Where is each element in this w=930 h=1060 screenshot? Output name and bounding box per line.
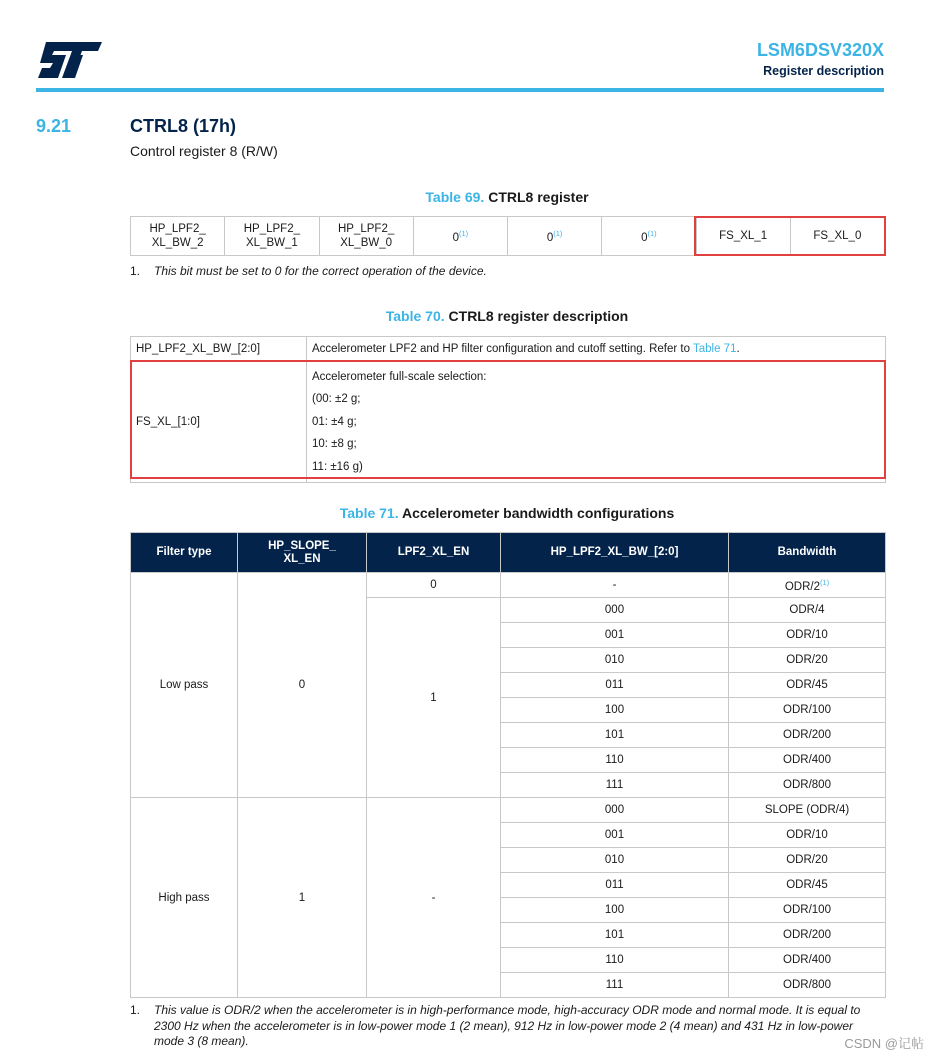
table71-footnote: 1. This value is ODR/2 when the accelerometer is in high-performance mode, high-accuracy ODR mode and normal mode. It is equal to 2300 Hz when the accelerometer is in low-power mode 1 (2 mean), 912 Hz in low-power mode 2 (4 mean) and 431 Hz in low-power mode 3 (8 mean). <box>130 1003 861 1048</box>
bandwidth-cell: ODR/10 <box>729 623 886 648</box>
bw-code-cell: 011 <box>501 673 729 698</box>
bw-code-cell: 111 <box>501 773 729 798</box>
bandwidth-cell: ODR/400 <box>729 748 886 773</box>
bandwidth-cell: ODR/100 <box>729 898 886 923</box>
lpf2-cell: 1 <box>367 598 501 798</box>
column-header: HP_LPF2_XL_BW_[2:0] <box>501 533 729 573</box>
table70-caption-text: CTRL8 register description <box>448 308 629 324</box>
bw-code-cell: 000 <box>501 598 729 623</box>
bandwidth-cell: SLOPE (ODR/4) <box>729 798 886 823</box>
description-line: (00: ±2 g; <box>312 393 361 406</box>
document-subtitle: Register description <box>763 64 884 78</box>
bw-code-cell: 100 <box>501 698 729 723</box>
footnote-ref[interactable]: (1) <box>458 229 469 238</box>
field-name: HP_LPF2_XL_BW_[2:0] <box>131 337 307 362</box>
bandwidth-cell: ODR/100 <box>729 698 886 723</box>
watermark: CSDN @记帖 <box>844 1036 924 1051</box>
bw-code-cell: 101 <box>501 923 729 948</box>
table71-caption-text: Accelerometer bandwidth configurations <box>402 505 675 521</box>
bandwidth-cell: ODR/10 <box>729 823 886 848</box>
bit-cell-7: HP_LPF2_ XL_BW_2 <box>131 217 225 256</box>
description-line: 10: ±8 g; <box>312 438 357 451</box>
bw-code-cell: 110 <box>501 748 729 773</box>
table-row <box>131 573 886 598</box>
description-line: Accelerometer full-scale selection: <box>312 370 487 383</box>
bw-code-cell: 100 <box>501 898 729 923</box>
bandwidth-cell: ODR/400 <box>729 948 886 973</box>
table69-footnote: 1. This bit must be set to 0 for the correct operation of the device. <box>130 264 487 278</box>
bw-code-cell: 001 <box>501 623 729 648</box>
filter-type-cell: High pass <box>131 798 238 998</box>
bit-cell-5: HP_LPF2_ XL_BW_0 <box>319 217 413 256</box>
bandwidth-cell: ODR/800 <box>729 773 886 798</box>
bit-cell-6: HP_LPF2_ XL_BW_1 <box>225 217 319 256</box>
table71-caption <box>130 505 884 521</box>
bw-code-cell: - <box>501 573 729 598</box>
bandwidth-cell: ODR/2$^{(1)}$ <box>729 573 886 598</box>
section-title: CTRL8 (17h) <box>130 116 237 136</box>
field-description: Accelerometer LPF2 and HP filter configuration and cutoff setting. Refer to Table 71. <box>307 337 886 362</box>
filter-type-cell: Low pass <box>131 573 238 798</box>
lpf2-cell: 0 <box>367 573 501 598</box>
bandwidth-cell: ODR/4 <box>729 598 886 623</box>
hp-slope-cell: 1 <box>238 798 367 998</box>
column-header: HP_SLOPE_ XL_EN <box>238 533 367 573</box>
table69-caption-number: Table 69. <box>425 189 485 205</box>
table70-caption <box>130 308 884 324</box>
column-header: Filter type <box>131 533 238 573</box>
bandwidth-cell: ODR/45 <box>729 873 886 898</box>
table-header-row <box>131 533 886 573</box>
bandwidth-cell: ODR/20 <box>729 848 886 873</box>
bw-code-cell: 001 <box>501 823 729 848</box>
bit-cell-2: 0$^{(1)}$ <box>602 217 696 256</box>
bw-code-cell: 000 <box>501 798 729 823</box>
bandwidth-cell: ODR/20 <box>729 648 886 673</box>
bit-cell-1: FS_XL_1 <box>696 217 790 256</box>
table71-caption-number: Table 71. <box>339 505 399 521</box>
bw-code-cell: 011 <box>501 873 729 898</box>
bit-cell-0: FS_XL_0 <box>790 217 884 256</box>
bit-cell-4: 0$^{(1)}$ <box>413 217 507 256</box>
bandwidth-cell: ODR/200 <box>729 723 886 748</box>
fs-xl-bits-highlight <box>694 216 886 256</box>
field-name: FS_XL_[1:0] <box>131 362 307 483</box>
document-title: LSM6DSV320X <box>756 40 884 60</box>
bandwidth-cell: ODR/45 <box>729 673 886 698</box>
bandwidth-cell: ODR/200 <box>729 923 886 948</box>
hp-slope-cell: 0 <box>238 573 367 798</box>
column-header: LPF2_XL_EN <box>367 533 501 573</box>
bandwidth-table <box>130 532 886 998</box>
fs-xl-description-highlight <box>130 360 886 479</box>
bw-code-cell: 101 <box>501 723 729 748</box>
column-header: Bandwidth <box>729 533 886 573</box>
bw-code-cell: 110 <box>501 948 729 973</box>
table69-caption-text: CTRL8 register <box>488 189 589 205</box>
description-line: 11: ±16 g) <box>312 460 363 473</box>
footnote-ref[interactable]: (1) <box>553 229 563 238</box>
header-rule <box>36 88 884 92</box>
footnote-ref[interactable]: (1) <box>819 577 830 587</box>
bw-code-cell: 111 <box>501 973 729 998</box>
table-row <box>131 337 886 362</box>
table71-link[interactable]: Table 71 <box>693 343 737 355</box>
footnote-ref[interactable]: (1) <box>647 229 657 238</box>
description-line: 01: ±4 g; <box>312 415 357 428</box>
table-row <box>131 798 886 823</box>
bandwidth-cell: ODR/800 <box>729 973 886 998</box>
bw-code-cell: 010 <box>501 848 729 873</box>
lpf2-cell: - <box>367 798 501 998</box>
bw-code-cell: 010 <box>501 648 729 673</box>
section-number: 9.21 <box>36 116 72 136</box>
st-logo-icon <box>36 40 104 80</box>
section-subtitle: Control register 8 (R/W) <box>130 143 278 159</box>
table70-caption-number: Table 70. <box>385 308 445 324</box>
bit-cell-3: 0$^{(1)}$ <box>508 217 602 256</box>
table69-caption <box>130 189 884 205</box>
